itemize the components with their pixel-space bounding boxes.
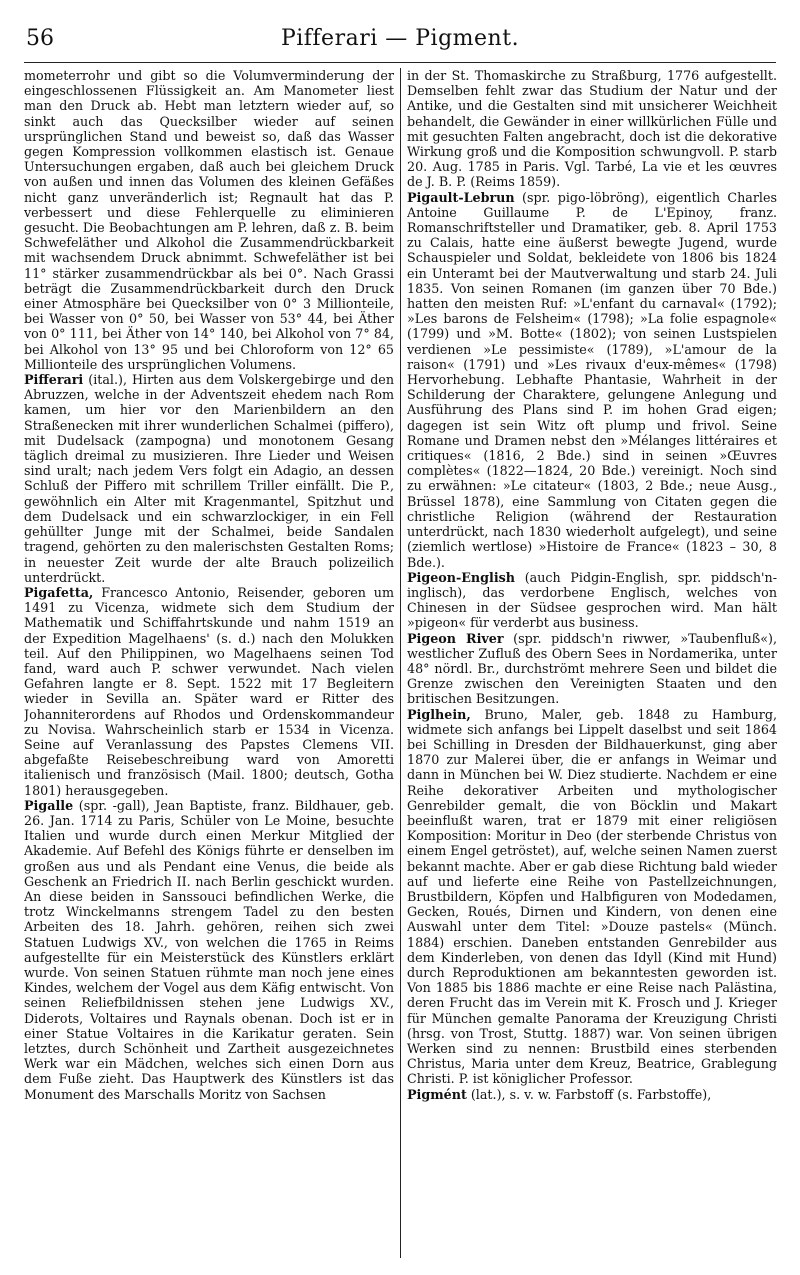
entry-headword: Pigeon-English bbox=[407, 569, 516, 585]
column-divider bbox=[400, 68, 401, 1258]
entry-headword: Piglhein, bbox=[407, 706, 471, 722]
entry-text: mometerrohr und gibt so die Volumverminderung der eingeschlossenen Flüssigkeit an. Am Manometer liest man den Druck ab. Hebt man letztern wieder auf, so sinkt auch das Quecksilber wieder auf seinen ursprünglichen Stand und beweist so, daß das Wasser gegen Kompression vollkommen elastisch ist. Genaue Untersuchungen ergaben, daß auch bei gleichem Druck von außen und innen das Volumen des kleinen Gefäßes nicht ganz unveränderlich ist; Regnault hat das P. verbessert und diese Fehlerquelle zu eliminieren gesucht. Die Beobachtungen am P. lehren, daß z. B. beim Schwefeläther und Alkohol die Zusammendrückbarkeit mit wachsendem Druck abnimmt. Schwefeläther ist bei 11° stärker zusammendrückbar als bei 0°. Nach Grassi beträgt die Zusammendrückbarkeit durch den Druck einer Atmosphäre bei Quecksilber von 0° 3 Millionteile, bei Wasser von 0° 50, bei Wasser von 53° 44, bei Äther von 0° 111, bei Äther von 14° 140, bei Alkohol von 7° 84, bei Alkohol von 13° 95 und bei Chloroform von 12° 65 Millionteile des ursprünglichen Volumens. bbox=[24, 68, 394, 372]
entry-headword: Pigalle bbox=[24, 797, 74, 813]
left-column bbox=[24, 68, 394, 1258]
page-header bbox=[24, 26, 776, 56]
entry-pigment bbox=[407, 1087, 777, 1102]
entry-text: (spr. piddsch'n riwwer, »Taubenfluß«), westlicher Zufluß des Obern Sees in Nordamerika, unter 48° nördl. Br., durchströmt mehrere Seen und bildet die Grenze zwischen den Vereinigten Staaten und den britischen Besitzungen. bbox=[407, 630, 777, 707]
entry-text: (auch Pidgin-English, spr. piddsch'n-inglisch), das verdorbene Englisch, welches von Chinesen in der Südsee gesprochen wird. Man hält »pigeon« für verderbt aus business. bbox=[407, 569, 777, 631]
entry-text: (lat.), s. v. w. Farbstoff (s. Farbstoffe), bbox=[466, 1086, 712, 1102]
page-number: 56 bbox=[26, 26, 54, 51]
entry-headword: Pigafetta, bbox=[24, 584, 94, 600]
entry-text: (ital.), Hirten aus dem Volskergebirge und den Abruzzen, welche in der Adventszeit ehedem nach Rom kamen, um hier vor den Marienbildern an den Straßenecken mit ihrer wunderlichen Schalmei (piffero), mit Dudelsack (zampogna) und monotonem Gesang täglich dreimal zu musizieren. Ihre Lieder und Weisen sind uralt; nach jedem Vers folgt ein Adagio, an dessen Schluß der Piffero mit schrillem Triller einfällt. Die P., gewöhnlich ein Alter mit Kragenmantel, Spitzhut und dem Dudelsack und ein schwarzlockiger, in ein Fell gehüllter Junge mit der Schalmei, beide Sandalen tragend, gehörten zu den malerischsten Gestalten Roms; in neuester Zeit wurde der alte Brauch polizeilich unterdrückt. bbox=[24, 372, 394, 585]
entry-headword: Pigmént bbox=[407, 1086, 467, 1102]
header-rule bbox=[24, 62, 776, 63]
entry-continuation bbox=[407, 68, 777, 190]
entry-text: Bruno, Maler, geb. 1848 zu Hamburg, widmete sich anfangs bei Lippelt daselbst und seit 1864 bei Schilling in Dresden der Bildhauerkunst, ging aber 1870 zur Malerei über, die er anfangs in Weimar und dann in München bei W. Diez studierte. Nachdem er eine Reihe dekorativer Arbeiten und mythologischer Genrebilder gemalt, die von Böcklin und Makart beeinflußt waren, trat er 1879 mit einer religiösen Komposition: Moritur in Deo (der sterbende Christus von einem Engel getröstet), auf, welche seinen Namen zuerst bekannt machte. Aber er gab diese Richtung bald wieder auf und lieferte eine Reihe von Pastellzeichnungen, Brustbildern, Köpfen und Halbfiguren von Modedamen, Gecken, Roués, Dirnen und Kindern, von denen eine Auswahl unter dem Titel: »Douze pastels« (Münch. 1884) erschien. Daneben entstanden Genrebilder aus dem Kinderleben, von denen das Idyll (Kind mit Hund) durch Reproduktionen am bekanntesten geworden ist. Von 1885 bis 1886 machte er eine Reise nach Palästina, deren Frucht das im Verein mit K. Frosch und J. Krieger für München gemalte Panorama der Kreuzigung Christi (hrsg. von Trost, Stuttg. 1887) war. Von seinen übrigen Werken sind zu nennen: Brustbild eines sterbenden Christus, Maria unter dem Kreuz, Beatrice, Grablegung Christi. P. ist königlicher Professor. bbox=[407, 706, 777, 1087]
entry-pigalle bbox=[24, 798, 394, 1102]
entry-piglhein bbox=[407, 707, 777, 1087]
entry-text: (spr. -gall), Jean Baptiste, franz. Bildhauer, geb. 26. Jan. 1714 zu Paris, Schüler von Le Moine, besuchte Italien und wurde durch einen Merkur Mitglied der Akademie. Auf Befehl des Königs führte er denselben im großen aus und als Pendant eine Venus, die beide als Geschenk an Friedrich II. nach Berlin geschickt wurden. An diese beiden in Sanssouci befindlichen Werke, die trotz Winckelmanns strengem Tadel zu den besten Arbeiten des 18. Jahrh. gehören, reihen sich zwei Statuen Ludwigs XV., von welchen die 1765 in Reims aufgestellte für ein Meisterstück des Künstlers erklärt wurde. Von seinen Statuen rühmte man noch jene eines Kindes, welchem der Vogel aus dem Käfig entwischt. Von seinen Reliefbildnissen stehen jene Ludwigs XV., Diderots, Voltaires und Raynals obenan. Doch ist er in einer Statue Voltaires in die Karikatur geraten. Sein letztes, durch Schönheit und Zartheit ausgezeichnetes Werk war ein Mädchen, welches sich einen Dorn aus dem Fuße zieht. Das Hauptwerk des Künstlers ist das Monument des Marschalls Moritz von Sachsen bbox=[24, 797, 394, 1102]
entry-headword: Pigeon River bbox=[407, 630, 504, 646]
entry-continuation bbox=[24, 68, 394, 372]
running-head: Pifferari — Pigment. bbox=[280, 26, 520, 51]
entry-headword: Pifferari bbox=[24, 372, 84, 388]
right-column bbox=[407, 68, 777, 1258]
entry-pigafetta bbox=[24, 585, 394, 798]
entry-pifferari bbox=[24, 372, 394, 585]
entry-headword: Pigault-Lebrun bbox=[407, 189, 515, 205]
entry-text: in der St. Thomaskirche zu Straßburg, 1776 aufgestellt. Demselben fehlt zwar das Studium der Natur und der Antike, und die Gestalten sind mit unsicherer Weichheit behandelt, die Gewänder in einer willkürlichen Fülle und mit gesuchten Falten angebracht, doch ist die dekorative Wirkung groß und die Komposition schwungvoll. P. starb 20. Aug. 1785 in Paris. Vgl. Tarbé, La vie et les œuvres de J. B. P. (Reims 1859). bbox=[407, 68, 777, 190]
entry-text: (spr. pigo-löbröng), eigentlich Charles Antoine Guillaume P. de L'Epinoy, franz. Romanschriftsteller und Dramatiker, geb. 8. April 1753 zu Calais, hatte eine äußerst bewegte Jugend, wurde Schauspieler und Soldat, bekleidete von 1806 bis 1824 ein Unteramt bei der Mautverwaltung und starb 24. Juli 1835. Von seinen Romanen (im ganzen über 70 Bde.) hatten den meisten Ruf: »L'enfant du carnaval« (1792); »Les barons de Felsheim« (1798); »La folie espagnole« (1799) und »M. Botte« (1802); von seinen Lustspielen verdienen »Le pessimiste« (1789), »L'amour de la raison« (1791) und »Les rivaux d'eux-mêmes« (1798) Hervorhebung. Lebhafte Phantasie, Wahrheit in der Schilderung der Charaktere, gelungene Anlegung und Ausführung des Plans sind P. im hohen Grad eigen; dagegen ist sein Witz oft plump und frivol. Seine Romane und Dramen nebst den »Mélanges littéraires et critiques« (1816, 2 Bde.) sind in seinen »Œuvres complètes« (1822—1824, 20 Bde.) vereinigt. Noch sind zu erwähnen: »Le citateur« (1803, 2 Bde.; neue Ausg., Brüssel 1878), eine Sammlung von Citaten gegen die christliche Religion (während der Restauration unterdrückt, nach 1830 wiederholt aufgelegt), und seine (ziemlich wertlose) »Histoire de France« (1823 – 30, 8 Bde.). bbox=[407, 189, 777, 570]
entry-pigault-lebrun bbox=[407, 190, 777, 570]
entry-text: Francesco Antonio, Reisender, geboren um 1491 zu Vicenza, widmete sich dem Studium der Mathematik und Schiffahrtskunde und nahm 1519 an der Expedition Magelhaens' (s. d.) nach den Molukken teil. Auf den Philippinen, wo Magelhaens seinen Tod fand, ward auch P. schwer verwundet. Nach vielen Gefahren langte er 8. Sept. 1522 mit 17 Begleitern wieder in Sevilla an. Später ward er Ritter des Johanniterordens auf Rhodos und Ordenskommandeur zu Novisa. Wahrscheinlich starb er 1534 in Vicenza. Seine auf Veranlassung des Papstes Clemens VII. abgefaßte Reisebeschreibung ward von Amoretti italienisch und französisch (Mail. 1800; deutsch, Gotha 1801) herausgegeben. bbox=[24, 584, 394, 798]
entry-pigeon-river bbox=[407, 631, 777, 707]
entry-pigeon-english bbox=[407, 570, 777, 631]
